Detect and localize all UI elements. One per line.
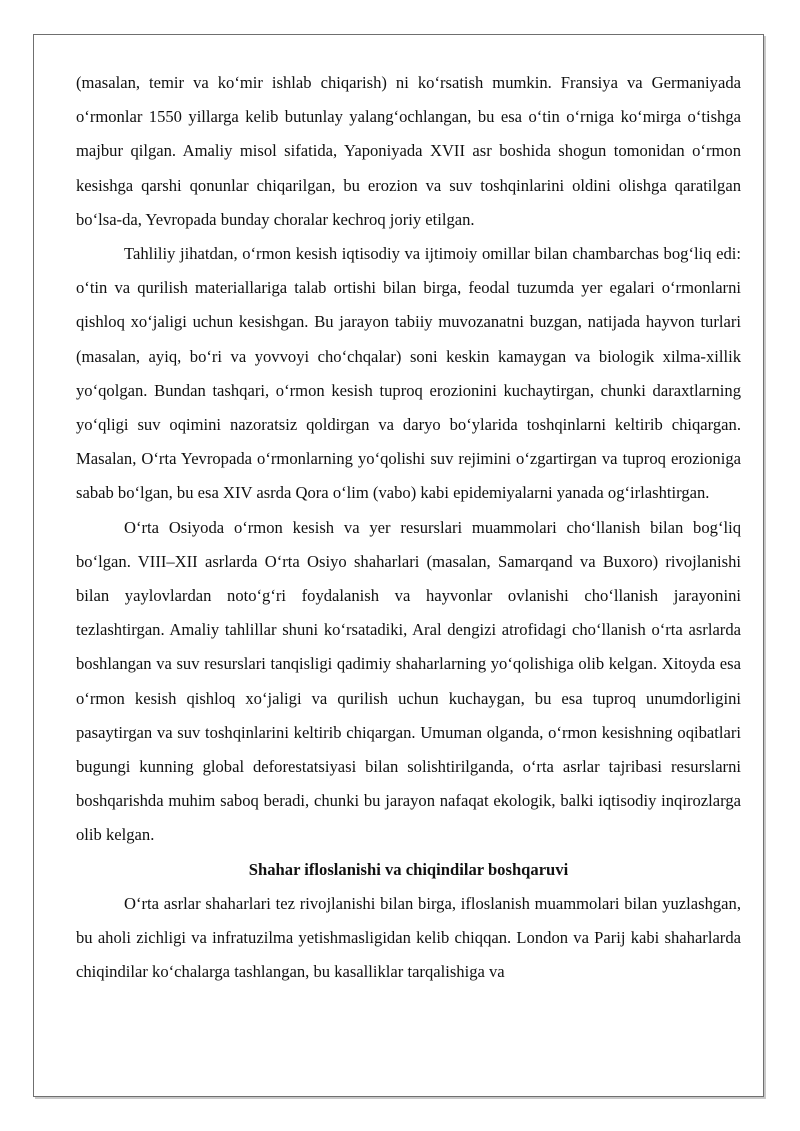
section-heading: Shahar ifloslanishi va chiqindilar boshqaruvi [248, 859, 569, 879]
paragraph-2: Tahliliy jihatdan, o‘rmon kesish iqtisodiy va ijtimoiy omillar bilan chambarchas bog‘liq edi: o‘tin va qurilish materiallariga talab ortishi bilan birga, feodal tuzumda yer egalari o‘rmonlarni qishloq xo‘jaligi uchun kesishgan. Bu jarayon tabiiy muvozanatni buzgan, natijada hayvon turlari (masalan, ayiq, bo‘ri va yovvoyi cho‘chqalar) soni keskin kamaygan va biologik xilma-xillik yo‘qolgan. Bundan tashqari, o‘rmon kesish tuproq erozionini kuchaytirgan, chunki daraxtlarning yo‘qligi suv oqimini nazoratsiz qoldirgan va daryo bo‘ylarida toshqinlarni keltirib chiqargan. Masalan, O‘rta Yevropada o‘rmonlarning yo‘qolishi suv rejimini o‘zgartirgan va tuproq erozioniga sabab bo‘lgan, bu esa XIV asrda Qora o‘lim (vabo) kabi epidemiyalarni yanada og‘irlashtirgan. [76, 244, 741, 503]
paragraph-4: O‘rta asrlar shaharlari tez rivojlanishi bilan birga, ifloslanish muammolari bilan yuzlashgan, bu aholi zichligi va infratuzilma yetishmasligidan kelib chiqqan. London va Parij kabi shaharlarda chiqindilar ko‘chalarga tashlangan, bu kasalliklar tarqalishiga va [76, 893, 741, 982]
paragraph-3: O‘rta Osiyoda o‘rmon kesish va yer resurslari muammolari cho‘llanish bilan bog‘liq bo‘lgan. VIII–XII asrlarda O‘rta Osiyo shaharlari (masalan, Samarqand va Buxoro) rivojlanishi bilan yaylovlardan noto‘g‘ri foydalanish va hayvonlar ovlanishi cho‘llanish jarayonini tezlashtirgan. Amaliy tahlillar shuni ko‘rsatadiki, Aral dengizi atrofidagi cho‘llanish o‘rta asrlarda boshlangan va suv resurslari tanqisligi qadimiy shaharlarning yo‘qolishiga olib kelgan. Xitoyda esa o‘rmon kesish qishloq xo‘jaligi va qurilish uchun kuchaygan, bu esa tuproq unumdorligini pasaytirgan va suv toshqinlarini keltirib chiqargan. Umuman olganda, o‘rmon kesishning oqibatlari bugungi kunning global deforestatsiyasi bilan solishtirilganda, o‘rta asrlar tajribasi resurslarni boshqarishda muhim saboq beradi, chunki bu jarayon nafaqat ekologik, balki iqtisodiy inqirozlarga olib kelgan. [76, 517, 741, 845]
document-body [76, 66, 741, 989]
paragraph-1: (masalan, temir va ko‘mir ishlab chiqarish) ni ko‘rsatish mumkin. Fransiya va Germaniyada o‘rmonlar 1550 yillarga kelib butunlay yalang‘ochlangan, bu esa o‘tin o‘rniga ko‘mirga o‘tishga majbur qilgan. Amaliy misol sifatida, Yaponiyada XVII asr boshida shogun tomonidan o‘rmon kesishga qarshi qonunlar chiqarilgan, bu erozion va suv toshqinlarini oldini olishga qaratilgan bo‘lsa-da, Yevropada bunday choralar kechroq joriy etilgan. [76, 73, 741, 229]
